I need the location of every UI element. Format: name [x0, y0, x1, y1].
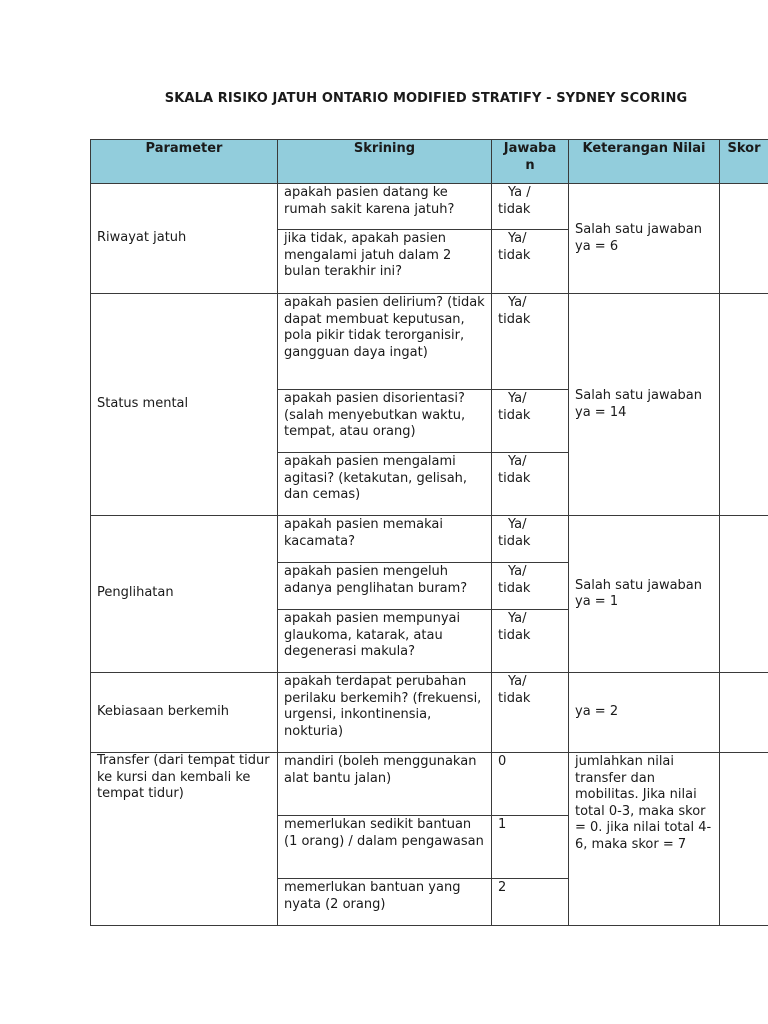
answer-cell — [492, 230, 569, 294]
answer-cell — [492, 294, 569, 390]
parameter-cell: Status mental — [91, 294, 278, 516]
parameter-cell: Penglihatan — [91, 516, 278, 673]
answer-cell: 1 — [492, 816, 569, 879]
answer-cell — [492, 563, 569, 610]
score-cell[interactable] — [720, 294, 768, 516]
answer-cell — [492, 453, 569, 516]
screening-cell: apakah pasien memakai kacamata? — [278, 516, 492, 563]
page-title: SKALA RISIKO JATUH ONTARIO MODIFIED STRATIFY - SYDNEY SCORING — [164, 91, 688, 106]
answer-cell: 0 — [492, 753, 569, 816]
answer-cell — [492, 184, 569, 230]
answer-text: Ya / tidak — [498, 185, 531, 217]
parameter-cell: Riwayat jatuh — [91, 184, 278, 294]
screening-cell: apakah pasien mengalami agitasi? (ketakutan, gelisah, dan cemas) — [278, 453, 492, 516]
fall-risk-table — [90, 139, 768, 926]
screening-cell: jika tidak, apakah pasien mengalami jatuh dalam 2 bulan terakhir ini? — [278, 230, 492, 294]
screening-cell: apakah pasien mengeluh adanya penglihatan buram? — [278, 563, 492, 610]
table-row — [91, 753, 768, 816]
note-cell: Salah satu jawaban ya = 6 — [569, 184, 720, 294]
answer-text: Ya/ tidak — [498, 454, 531, 486]
note-cell: jumlahkan nilai transfer dan mobilitas. Jika nilai total 0-3, maka skor = 0. jika nilai total 4-6, maka skor = 7 — [569, 753, 720, 926]
table-row — [91, 673, 768, 753]
parameter-cell: Kebiasaan berkemih — [91, 673, 278, 753]
table-row — [91, 294, 768, 390]
screening-cell: mandiri (boleh menggunakan alat bantu jalan) — [278, 753, 492, 816]
screening-cell: apakah pasien delirium? (tidak dapat membuat keputusan, pola pikir tidak terorganisir, gangguan daya ingat) — [278, 294, 492, 390]
answer-text: Ya/ tidak — [498, 517, 531, 549]
note-cell: ya = 2 — [569, 673, 720, 753]
header-skor: Skor — [720, 140, 768, 184]
screening-cell: apakah pasien mempunyai glaukoma, katarak, atau degenerasi makula? — [278, 610, 492, 673]
screening-cell: apakah terdapat perubahan perilaku berkemih? (frekuensi, urgensi, inkontinensia, nokturia) — [278, 673, 492, 753]
answer-text: Ya/ tidak — [498, 564, 531, 596]
parameter-cell: Transfer (dari tempat tidur ke kursi dan kembali ke tempat tidur) — [91, 753, 278, 926]
score-cell[interactable] — [720, 753, 768, 926]
screening-cell: apakah pasien disorientasi? (salah menyebutkan waktu, tempat, atau orang) — [278, 390, 492, 453]
table-header-row — [91, 140, 768, 184]
answer-text: Ya/ tidak — [498, 611, 531, 643]
answer-cell — [492, 673, 569, 753]
answer-cell: 2 — [492, 879, 569, 926]
screening-cell: apakah pasien datang ke rumah sakit karena jatuh? — [278, 184, 492, 230]
screening-cell: memerlukan bantuan yang nyata (2 orang) — [278, 879, 492, 926]
score-cell[interactable] — [720, 516, 768, 673]
answer-cell — [492, 390, 569, 453]
header-skrining: Skrining — [278, 140, 492, 184]
score-cell[interactable] — [720, 673, 768, 753]
screening-cell: memerlukan sedikit bantuan (1 orang) / dalam pengawasan — [278, 816, 492, 879]
note-cell: Salah satu jawaban ya = 14 — [569, 294, 720, 516]
score-cell[interactable] — [720, 184, 768, 294]
table-row — [91, 184, 768, 230]
header-jawaban: Jawaban — [492, 140, 569, 184]
header-parameter: Parameter — [91, 140, 278, 184]
header-keterangan: Keterangan Nilai — [569, 140, 720, 184]
answer-text: Ya/ tidak — [498, 295, 531, 327]
answer-text: Ya/ tidak — [498, 391, 531, 423]
answer-text: Ya/ tidak — [498, 231, 531, 263]
note-cell: Salah satu jawaban ya = 1 — [569, 516, 720, 673]
answer-cell — [492, 516, 569, 563]
table-row — [91, 516, 768, 563]
answer-cell — [492, 610, 569, 673]
answer-text: Ya/ tidak — [498, 674, 531, 706]
